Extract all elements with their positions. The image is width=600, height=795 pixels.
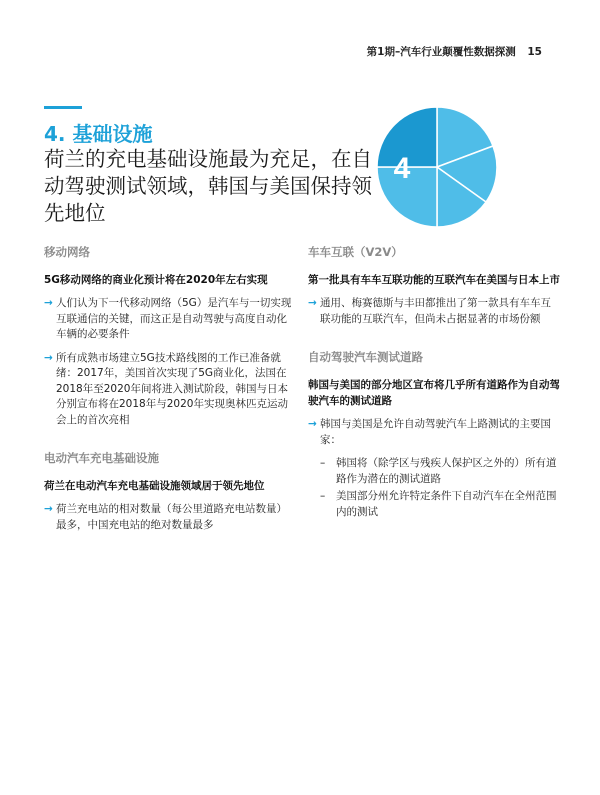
left-column bbox=[44, 244, 294, 541]
arrow-icon: → bbox=[44, 297, 53, 309]
dash-icon: – bbox=[320, 457, 326, 469]
page-header bbox=[367, 44, 542, 59]
headline: 荷兰的充电基础设施最为充足，在自动驾驶测试领域，韩国与美国保持领先地位 bbox=[44, 147, 372, 225]
sub-bullet-item: – 美国部分州允许特定条件下自动汽车在全州范围内的测试 bbox=[320, 490, 557, 518]
arrow-icon: → bbox=[308, 418, 317, 430]
subtitle-v2v: 第一批具有车车互联功能的互联汽车在美国与日本上市 bbox=[308, 274, 560, 286]
bullet-item: → 所有成熟市场建立5G技术路线图的工作已准备就绪：2017年，美国首次实现了5G商业化，法国在2018年至2020年间将进入测试阶段，韩国与日本分别宣布将在2018年与2020年实现奥林匹克运动会上的首次亮相 bbox=[44, 351, 288, 426]
arrow-icon: → bbox=[308, 297, 317, 309]
bullet-item: → 通用、梅赛德斯与丰田都推出了第一款具有车车互联功能的互联汽车，但尚未占据显著的市场份额 bbox=[308, 297, 551, 325]
page-number: 15 bbox=[527, 46, 542, 58]
bullet-item: → 韩国与美国是允许自动驾驶汽车上路测试的主要国家： bbox=[308, 418, 551, 446]
header-title: 第1期–汽车行业颠覆性数据探测 bbox=[366, 46, 516, 58]
category-mobile-network: 移动网络 bbox=[44, 245, 90, 259]
sub-bullet-item: – 韩国将（除学区与残疾人保护区之外的）所有道路作为潜在的测试道路 bbox=[320, 457, 557, 485]
arrow-icon: → bbox=[44, 503, 53, 515]
category-v2v: 车车互联（V2V） bbox=[308, 245, 403, 259]
bullet-item: → 荷兰充电站的相对数量（每公里道路充电站数量）最多，中国充电站的绝对数量最多 bbox=[44, 503, 287, 531]
bullet-item: → 人们认为下一代移动网络（5G）是汽车与一切实现互联通信的关键，而这正是自动驾驶与高度自动化车辆的必要条件 bbox=[44, 297, 292, 340]
category-av-test-roads: 自动驾驶汽车测试道路 bbox=[308, 350, 423, 364]
pie-graphic bbox=[362, 92, 512, 242]
pie-badge-number: 4 bbox=[393, 152, 411, 185]
accent-line bbox=[44, 106, 82, 109]
right-column bbox=[308, 244, 560, 522]
dash-icon: – bbox=[320, 490, 326, 502]
category-ev-charging: 电动汽车充电基础设施 bbox=[44, 451, 159, 465]
subtitle-netherlands: 荷兰在电动汽车充电基础设施领域居于领先地位 bbox=[44, 480, 265, 492]
section-title: 4. 基础设施 bbox=[44, 122, 153, 146]
subtitle-5g: 5G移动网络的商业化预计将在2020年左右实现 bbox=[44, 274, 268, 286]
arrow-icon: → bbox=[44, 351, 53, 364]
subtitle-test-roads: 韩国与美国的部分地区宣布将几乎所有道路作为自动驾驶汽车的测试道路 bbox=[308, 379, 560, 407]
